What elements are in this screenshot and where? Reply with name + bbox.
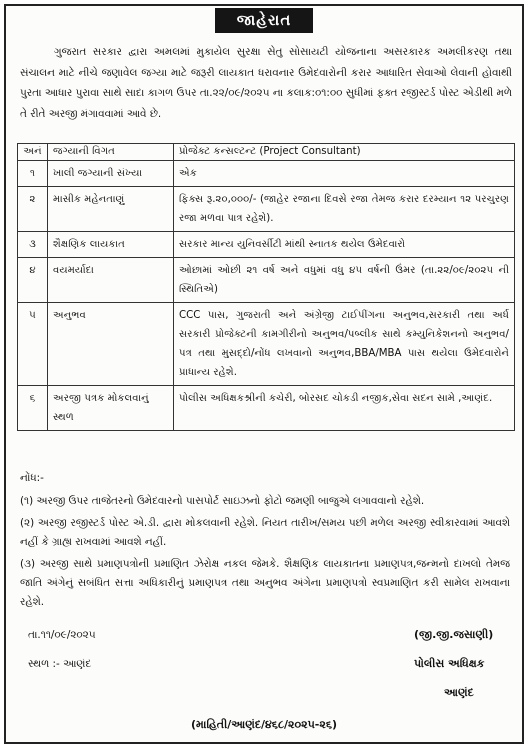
row-value: પોલીસ અધિક્ષકશ્રીની કચેરી, બોરસદ ચોકડી નજીક,સેવા સદન સામે ,આણંદ. [174, 386, 515, 431]
signatory-title: પોલીસ અધિક્ષક [414, 657, 485, 670]
row-value: એક [174, 161, 515, 187]
header-cell-no: અનં [18, 144, 48, 161]
issue-date: તા.૧૧/૦૯/૨૦૨૫ [28, 629, 96, 641]
row-number: ૧ [18, 161, 48, 187]
header-cell-post: પ્રોજેક્ટ કન્સલ્ટન્ટ (Project Consultant) [174, 144, 515, 161]
row-number: ૩ [18, 232, 48, 258]
note-item: (૧) અરજી ઉપર તાજેતરનો ઉમેદવારનો પાસપોર્ટ સાઇઝનો ફોટો જમણી બાજુએ લગાવવાનો રહેશે. [20, 495, 425, 507]
header-bar [6, 8, 522, 33]
table-row [18, 161, 515, 187]
signature-block [414, 620, 524, 707]
row-item: શૈક્ષણિક લાયકાત [48, 232, 174, 258]
note-item: (૩) અરજી સાથે પ્રમાણપત્રોની પ્રમાણિત ઝેરોક્ષ નકલ જેમકે. શૈક્ષણિક લાયકાતના પ્રમાણપત્ર,જન્મનો દાખલો તેમજ જાતિ અંગેનું સબંધિત સત્તા અધિકારીનું પ્રમાણપત્ર તથા અનુભવ અંગેના પ્રમાણપત્રો સ્વપ્રમાણિત કરી સામેલ રાખવાના રહેશે. [20, 558, 510, 608]
page-title: જાહેરાત [215, 8, 314, 33]
row-value: સરકાર માન્ય યુનિવર્સીટી માંથી સ્નાતક થયેલ ઉમેદવારો [174, 232, 515, 258]
table-row [18, 187, 515, 232]
table-row [18, 232, 515, 258]
row-value: CCC પાસ, ગુજરાતી અને અંગ્રેજી ટાઈપીંગના અનુભવ,સરકારી તથા અર્ધ સરકારી પ્રોજેક્ટની કામગીરીનો અનુભવ/પબ્લીક સાથે કમ્યુનિકેશનનો અનુભવ/પત્ર તથા મુસદ્દો/નોંધ લખવાનો અનુભવ,BBA/MBA પાસ થયેલા ઉમેદવારોને પ્રાધાન્ય રહેશે. [174, 303, 515, 386]
reference-number: (માહિતી/આણંદ/૪૬૮/૨૦૨૫-૨૬) [190, 718, 338, 731]
row-item: અનુભવ [48, 303, 174, 386]
date-place-block [28, 621, 96, 679]
row-item: વયમર્યાદા [48, 258, 174, 303]
table-row [18, 386, 515, 431]
table-header-row [18, 144, 515, 161]
notes-section [20, 469, 510, 615]
post-details-table [17, 143, 515, 431]
row-number: ૬ [18, 386, 48, 431]
row-number: ૪ [18, 258, 48, 303]
intro-paragraph [20, 42, 512, 124]
issue-place: સ્થળ :- આણંદ [28, 658, 92, 670]
row-item: ખાલી જગ્યાની સંખ્યા [48, 161, 174, 187]
note-item: (૨) અરજી રજીસ્ટર્ડ પોસ્ટ એ.ડી. દ્વારા મોકલવાની રહેશે. નિયત તારીખ/સમય પછી મળેલ અરજી સ્વીકારવામાં આવશે નહીં કે ગ્રાહ્ય રાખવામાં આવશે નહીં. [20, 517, 510, 548]
row-value: ફિક્સ રૂ.૨૦,૦૦૦/- (જાહેર રજાના દિવસે રજા તેમજ કરાર દરમ્યાન ૧૨ પરચુરણ રજા મળવા પાત્ર રહેશે). [174, 187, 515, 232]
table-row [18, 258, 515, 303]
signatory-name: (જી.જી.જસાણી) [414, 628, 494, 641]
row-number: ૨ [18, 187, 48, 232]
row-number: ૫ [18, 303, 48, 386]
advertisement-page [4, 4, 524, 744]
row-value: ઓછામાં ઓછી ૨૧ વર્ષ અને વધુમાં વધુ ૪૫ વર્ષની ઉંમર (તા.૨૨/૦૯/૨૦૨૫ ની સ્થિતિએ) [174, 258, 515, 303]
intro-text: ગુજરાત સરકાર દ્વારા અમલમાં મુકાયેલ સુરક્ષા સેતુ સોસાયટી યોજનાના અસરકારક અમલીકરણ તથા સંચાલન માટે નીચે જણાવેલ જગ્યા માટે જરૂરી લાયકાત ધરાવનાર ઉમેદવારોની કરાર આધારિત સેવાઓ લેવાની હોવાથી પુરતા આધાર પુરાવા સાથે સાદા કાગળ ઉપર તા.૨૨/૦૯/૨૦૨૫ ના કલાક:૦૧:૦૦ સુધીમાં ફક્ત રજીસ્ટર્ડ પોસ્ટ એડીથી મળે તે રીતે અરજી મંગાવવામાં આવે છે. [20, 46, 512, 120]
row-item: માસીક મહેનતાણું [48, 187, 174, 232]
header-cell-item: જગ્યાની વિગત [48, 144, 174, 161]
signatory-place: આણંદ [444, 686, 474, 699]
row-item: અરજી પત્રક મોકલવાનું સ્થળ [48, 386, 174, 431]
notes-label: નોંધ:- [20, 472, 44, 484]
table-row [18, 303, 515, 386]
